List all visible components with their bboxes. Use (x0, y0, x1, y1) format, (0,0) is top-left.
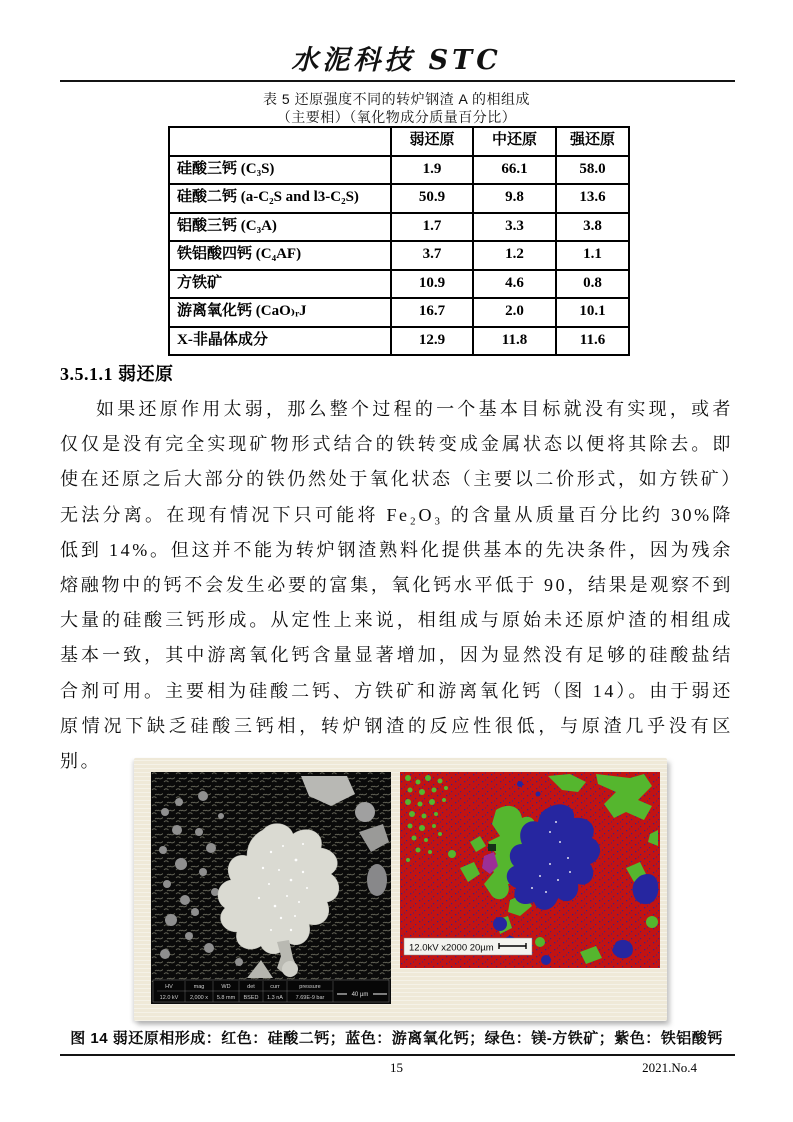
row-label: 硅酸二钙 (a-C₂S and l3-C₂S) (169, 184, 391, 213)
table-header-strong: 强还原 (556, 127, 629, 156)
row-label: 铁铝酸四钙 (C₄AF) (169, 241, 391, 270)
footer-rule (60, 1054, 735, 1056)
cell-value: 3.8 (556, 213, 629, 242)
cell-value: 1.2 (473, 241, 556, 270)
phase-map-label-box (404, 938, 532, 955)
cell-value: 1.7 (391, 213, 473, 242)
table-row (169, 327, 629, 356)
cell-value: 1.1 (556, 241, 629, 270)
row-label: 方铁矿 (169, 270, 391, 299)
cell-value: 2.0 (473, 298, 556, 327)
table-row (169, 270, 629, 299)
cell-value: 4.6 (473, 270, 556, 299)
cell-value: 9.8 (473, 184, 556, 213)
body-paragraph: 如果还原作用太弱，那么整个过程的一个基本目标就没有实现，或者仅仅是没有完全实现矿物形式结合的铁转变成金属状态以便将其除去。即使在还原之后大部分的铁仍然处于氧化状态（主要以二价形式，如方铁矿）无法分离。在现有情况下只可能将 Fe₂O₃ 的含量从质量百分比约 30%降低到 14%。但这并不能为转炉钢渣熟料化提供基本的先决条件，因为残余熔融物中的钙不会发生必要的富集，氧化钙水平低于 90，结果是观察不到大量的硅酸三钙形成。从定性上来说，相组成与原始未还原炉渣的相组成基本一致，其中游离氧化钙含量显著增加，因为显然没有足够的硅酸盐结合剂可用。主要相为硅酸二钙、方铁矿和游离氧化钙（图 14）。由于弱还原情况下缺乏硅酸三钙相，转炉钢渣的反应性很低，与原渣几乎没有区别。 (60, 399, 733, 772)
sem-info-header: mag (193, 984, 205, 990)
row-label: X-非晶体成分 (169, 327, 391, 356)
sem-info-bar (153, 980, 389, 1002)
table-caption-line2: （主要相）（氧化物成分质量百分比） (276, 109, 517, 125)
phase-map-dark-spot (488, 844, 496, 851)
sem-scale-label: 40 µm (351, 992, 369, 998)
phase-composition-table (168, 126, 630, 356)
cell-value: 0.8 (556, 270, 629, 299)
cell-value: 12.9 (391, 327, 473, 356)
figure-panel (134, 758, 667, 1021)
cell-value: 3.3 (473, 213, 556, 242)
figure-caption: 图 14 弱还原相形成：红色：硅酸二钙；蓝色：游离氧化钙；绿色：镁-方铁矿；紫色：铁铝酸钙 (70, 1030, 723, 1047)
sem-info-header: pressure (299, 984, 321, 990)
row-label: 铝酸三钙 (C₃A) (169, 213, 391, 242)
cell-value: 50.9 (391, 184, 473, 213)
journal-title: 水泥科技 STC (291, 45, 502, 76)
header-rule (60, 80, 735, 82)
section-heading: 3.5.1.1 弱还原 (60, 364, 174, 384)
table-row (169, 241, 629, 270)
sem-info-value: 12.0 kV (159, 995, 179, 1001)
table-header-medium: 中还原 (473, 127, 556, 156)
sem-info-value: 2,000 x (189, 995, 209, 1001)
sem-info-header: HV (165, 984, 173, 990)
table-caption-line1: 表 5 还原强度不同的转炉钢渣 A 的相组成 (263, 91, 530, 107)
table-row (169, 156, 629, 185)
sem-info-header: det (247, 984, 255, 990)
table-row (169, 298, 629, 327)
page-number: 15 (390, 1060, 403, 1075)
phase-map-label: 12.0kV x2000 20µm (409, 942, 494, 954)
table-row (169, 184, 629, 213)
cell-value: 1.9 (391, 156, 473, 185)
sem-info-header: WD (221, 984, 231, 990)
cell-value: 10.9 (391, 270, 473, 299)
table-header-weak: 弱还原 (391, 127, 473, 156)
cell-value: 11.8 (473, 327, 556, 356)
table-header-empty (169, 127, 391, 156)
sem-info-value: 7.69E-9 bar (295, 995, 325, 1001)
cell-value: 11.6 (556, 327, 629, 356)
issue-label: 2021.No.4 (642, 1060, 697, 1075)
phase-map-image (400, 772, 660, 968)
sem-info-value: 5.8 mm (216, 995, 236, 1001)
sem-micrograph-image (151, 772, 391, 1004)
sem-info-value: BSED (243, 995, 259, 1001)
table-row (169, 213, 629, 242)
row-label: 硅酸三钙 (C₃S) (169, 156, 391, 185)
row-label: 游离氧化钙 (CaO₎ᵣJ (169, 298, 391, 327)
cell-value: 10.1 (556, 298, 629, 327)
cell-value: 3.7 (391, 241, 473, 270)
cell-value: 16.7 (391, 298, 473, 327)
table-header-row (169, 127, 629, 156)
cell-value: 13.6 (556, 184, 629, 213)
sem-info-value: 1.3 nA (267, 995, 283, 1001)
cell-value: 58.0 (556, 156, 629, 185)
cell-value: 66.1 (473, 156, 556, 185)
sem-info-header: curr (270, 984, 280, 990)
